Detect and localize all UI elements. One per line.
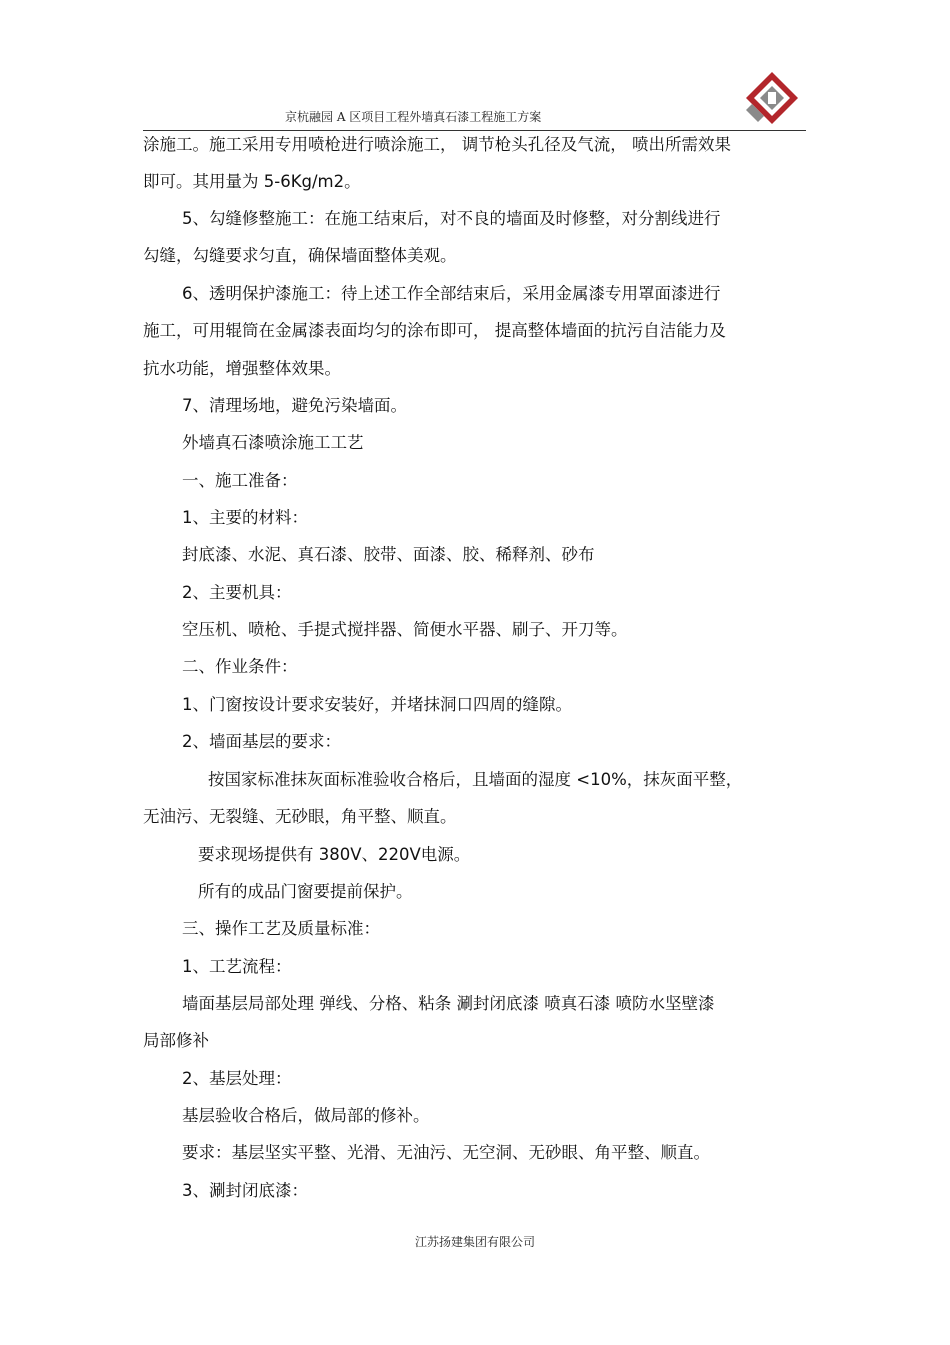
section-heading: 三、操作工艺及质量标准： <box>182 919 380 938</box>
section-heading: 外墙真石漆喷涂施工工艺 <box>182 433 364 452</box>
body-line: 墙面基层局部处理 弹线、分格、粘条 涮封闭底漆 喷真石漆 喷防水坚壁漆 <box>182 994 715 1013</box>
section-heading: 二、作业条件： <box>182 657 298 676</box>
body-line: 7、清理场地，避免污染墙面。 <box>182 396 407 415</box>
body-line: 无油污、无裂缝、无砂眼，角平整、顺直。 <box>143 807 457 826</box>
body-line: 所有的成品门窗要提前保护。 <box>198 882 413 901</box>
subsection-heading: 2、主要机具： <box>182 583 292 602</box>
body-line: 空压机、喷枪、手提式搅拌器、简便水平器、刷子、开刀等。 <box>182 620 628 639</box>
body-line: 基层验收合格后，做局部的修补。 <box>182 1106 430 1125</box>
body-line: 涂施工。施工采用专用喷枪进行喷涂施工， 调节枪头孔径及气流， 喷出所需效果 <box>143 135 731 154</box>
body-line: 5、勾缝修整施工：在施工结束后，对不良的墙面及时修整，对分割线进行 <box>182 209 721 228</box>
subsection-heading: 2、基层处理： <box>182 1069 292 1088</box>
body-line: 局部修补 <box>143 1031 209 1050</box>
body-line: 要求：基层坚实平整、光滑、无油污、无空洞、无砂眼、角平整、顺直。 <box>182 1143 710 1162</box>
subsection-heading: 1、工艺流程： <box>182 957 292 976</box>
body-line: 6、透明保护漆施工：待上述工作全部结束后，采用金属漆专用罩面漆进行 <box>182 284 721 303</box>
subsection-heading: 2、墙面基层的要求： <box>182 732 341 751</box>
body-line: 按国家标准抹灰面标准验收合格后，且墙面的湿度 <10%，抹灰面平整， <box>208 770 743 789</box>
body-line: 封底漆、水泥、真石漆、胶带、面漆、胶、稀释剂、砂布 <box>182 545 595 564</box>
section-heading: 一、施工准备： <box>182 471 298 490</box>
company-logo-icon <box>744 70 800 126</box>
document-footer: 江苏扬建集团有限公司 <box>414 1235 535 1249</box>
body-line: 抗水功能，增强整体效果。 <box>143 359 341 378</box>
body-line: 要求现场提供有 380V、220V电源。 <box>198 845 471 864</box>
header-divider <box>143 130 806 131</box>
body-line: 勾缝，勾缝要求匀直，确保墙面整体美观。 <box>143 246 457 265</box>
subsection-heading: 1、主要的材料： <box>182 508 308 527</box>
subsection-heading: 3、涮封闭底漆： <box>182 1181 308 1200</box>
body-line: 施工，可用辊筒在金属漆表面均匀的涂布即可， 提高整体墙面的抗污自洁能力及 <box>143 321 726 340</box>
body-line: 1、门窗按设计要求安装好，并堵抹洞口四周的缝隙。 <box>182 695 572 714</box>
document-header-title: 京杭融园 A 区项目工程外墙真石漆工程施工方案 <box>285 110 542 124</box>
body-line: 即可。其用量为 5-6Kg/m2。 <box>143 172 361 191</box>
